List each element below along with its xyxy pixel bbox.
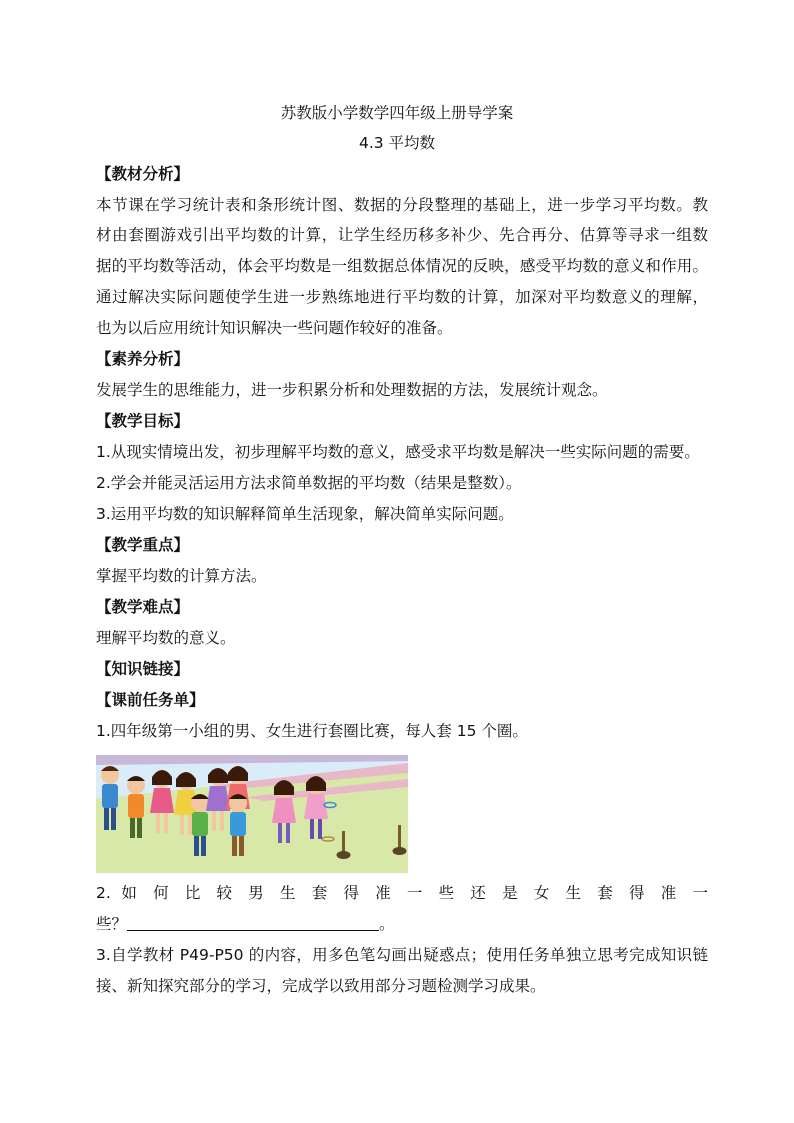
analysis-line: 本节课在学习统计表和条形统计图、数据的分段整理的基础上，进一步学习平均数。教 [96,196,708,214]
answer-blank[interactable] [127,914,379,931]
section-heading-difficulties: 【教学难点】 [96,598,190,616]
analysis-line: 据的平均数等活动，体会平均数是一组数据总体情况的反映，感受平均数的意义和作用。 [96,257,708,275]
goal-item: 1.从现实情境出发，初步理解平均数的意义，感受求平均数是解决一些实际问题的需要。 [96,443,700,461]
goal-item: 2.学会并能灵活运用方法求简单数据的平均数（结果是整数）。 [96,474,522,492]
task-item-2-answer-line [96,913,708,935]
analysis-line: 通过解决实际问题使学生进一步熟练地进行平均数的计算，加深对平均数意义的理解， [96,288,708,306]
task-item-2-question: 2. 如 何 比 较 男 生 套 得 准 一 些 还 是 女 生 套 得 准 一 [96,884,708,902]
task-item-2-prefix: 些？ [96,915,128,933]
goal-item: 3.运用平均数的知识解释简单生活现象，解决简单实际问题。 [96,505,514,523]
doc-title: 苏教版小学数学四年级上册导学案 [280,104,514,122]
doc-subtitle: 4.3 平均数 [358,134,436,152]
key-point-line: 掌握平均数的计算方法。 [96,567,267,585]
literacy-line: 发展学生的思维能力，进一步积累分析和处理数据的方法，发展统计观念。 [96,381,608,399]
task-item-1: 1.四年级第一小组的男、女生进行套圈比赛，每人套 15 个圈。 [96,722,528,740]
task-item-3-line: 3.自学教材 P49-P50 的内容，用多色笔勾画出疑惑点；使用任务单独立思考完成知识链 [96,946,708,964]
section-heading-analysis: 【教材分析】 [96,165,190,183]
ring-toss-illustration [96,755,408,873]
section-heading-links: 【知识链接】 [96,660,190,678]
section-heading-literacy: 【素养分析】 [96,350,190,368]
analysis-line: 材由套圈游戏引出平均数的计算，让学生经历移多补少、先合再分、估算等寻求一组数 [96,226,708,244]
section-heading-tasks: 【课前任务单】 [96,691,205,709]
section-heading-key-points: 【教学重点】 [96,536,190,554]
task-item-3-line: 接、新知探究部分的学习，完成学以致用部分习题检测学习成果。 [96,977,546,995]
task-item-2-suffix: 。 [379,915,395,933]
analysis-line: 也为以后应用统计知识解决一些问题作较好的准备。 [96,319,453,337]
section-heading-goals: 【教学目标】 [96,412,190,430]
difficulty-line: 理解平均数的意义。 [96,629,236,647]
